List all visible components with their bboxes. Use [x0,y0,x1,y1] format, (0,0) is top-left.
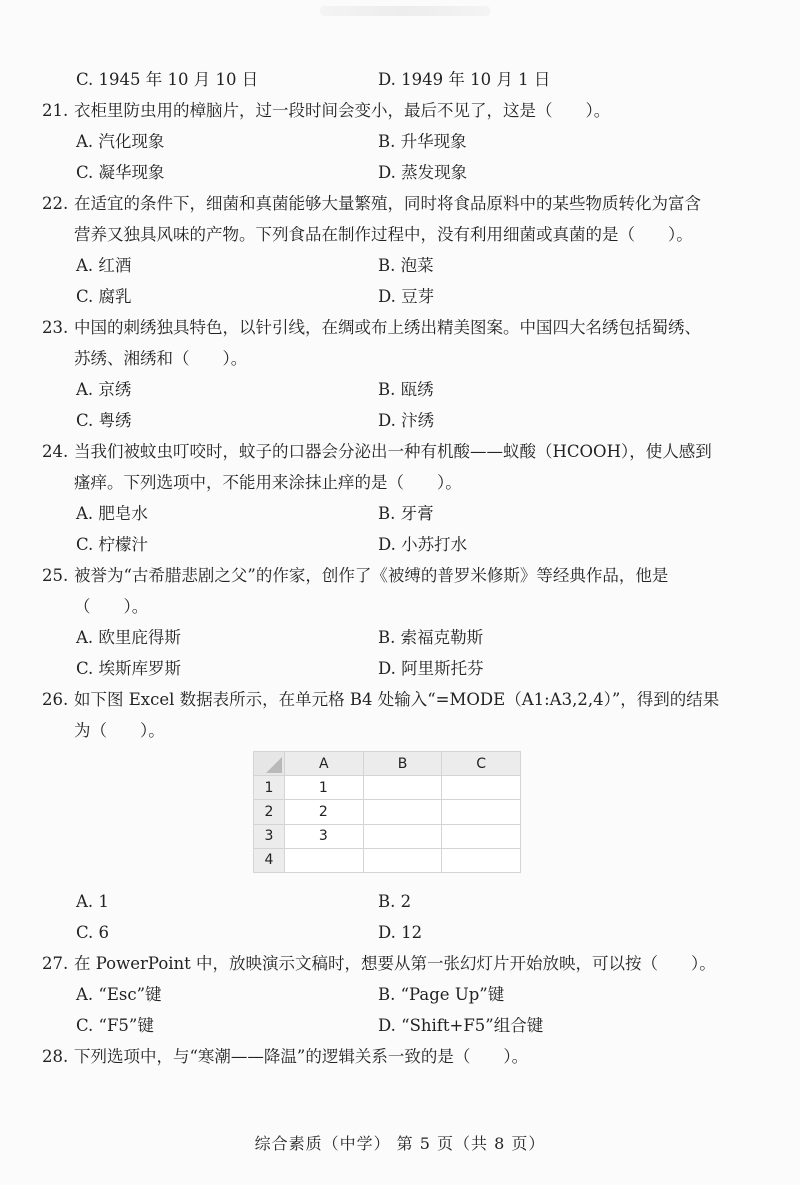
excel-row [254,800,521,824]
q27-option-c[interactable]: C. “F5”键 [76,1016,154,1035]
excel-cell-b2 [363,800,442,824]
excel-cell-a4 [284,848,363,872]
excel-row-header: 4 [254,848,285,872]
q21-number: 21. [42,101,69,120]
excel-cell-c2 [442,800,521,824]
excel-col-a: A [284,752,363,776]
excel-cell-c3 [442,824,521,848]
q21-option-c[interactable]: C. 凝华现象 [76,163,165,182]
excel-col-b: B [363,752,442,776]
excel-cell-a3: 3 [284,824,363,848]
q28-stem: 下列选项中，与“寒潮——降温”的逻辑关系一致的是（ ）。 [74,1047,529,1066]
q26-stem-line1: 如下图 Excel 数据表所示，在单元格 B4 处输入“=MODE（A1:A3,2,4）”，得到的结果 [74,690,720,709]
q22-number: 22. [42,194,69,213]
q22-stem-line2: 营养又独具风味的产物。下列食品在制作过程中，没有利用细菌或真菌的是（ ）。 [74,225,693,244]
excel-select-all [254,752,285,776]
q22-option-d[interactable]: D. 豆芽 [378,287,435,306]
q25-stem-line2: （ ）。 [74,597,149,616]
excel-cell-c1 [442,776,521,800]
excel-cell-b1 [363,776,442,800]
q20-option-d[interactable]: D. 1949 年 10 月 1 日 [378,70,551,89]
q22-option-c[interactable]: C. 腐乳 [76,287,132,306]
q24-option-a[interactable]: A. 肥皂水 [76,504,148,523]
q22-stem-line1: 在适宜的条件下，细菌和真菌能够大量繁殖，同时将食品原料中的某些物质转化为富含 [74,194,701,213]
q21-option-d[interactable]: D. 蒸发现象 [378,163,468,182]
q25-number: 25. [42,566,69,585]
header-smudge [320,6,490,16]
q22-option-b[interactable]: B. 泡菜 [378,256,434,275]
excel-cell-b4 [363,848,442,872]
q27-option-d[interactable]: D. “Shift+F5”组合键 [378,1016,544,1035]
excel-row [254,848,521,872]
excel-table [253,751,521,873]
q25-option-a[interactable]: A. 欧里庇得斯 [76,628,181,647]
q27-option-b[interactable]: B. “Page Up”键 [378,985,505,1004]
excel-row [254,776,521,800]
q22-option-a[interactable]: A. 红酒 [76,256,132,275]
q23-number: 23. [42,318,69,337]
q27-stem: 在 PowerPoint 中，放映演示文稿时，想要从第一张幻灯片开始放映，可以按（ ）。 [74,954,716,973]
excel-row-header: 3 [254,824,285,848]
q26-option-b[interactable]: B. 2 [378,892,412,911]
excel-header-row [254,752,521,776]
q21-option-b[interactable]: B. 升华现象 [378,132,467,151]
q24-option-d[interactable]: D. 小苏打水 [378,535,468,554]
page-footer: 综合素质（中学） 第 5 页（共 8 页） [254,1134,546,1153]
excel-row-header: 1 [254,776,285,800]
excel-cell-a1: 1 [284,776,363,800]
q25-stem-line1: 被誉为“古希腊悲剧之父”的作家，创作了《被缚的普罗米修斯》等经典作品，他是 [74,566,669,585]
q23-option-d[interactable]: D. 汴绣 [378,411,435,430]
excel-row-header: 2 [254,800,285,824]
q20-option-c[interactable]: C. 1945 年 10 月 10 日 [76,70,259,89]
q23-stem-line2: 苏绣、湘绣和（ ）。 [74,349,248,368]
q23-option-a[interactable]: A. 京绣 [76,380,132,399]
q25-option-d[interactable]: D. 阿里斯托芬 [378,659,484,678]
q24-option-b[interactable]: B. 牙膏 [378,504,434,523]
q28-number: 28. [42,1047,69,1066]
excel-cell-a2: 2 [284,800,363,824]
q27-option-a[interactable]: A. “Esc”键 [76,985,162,1004]
q23-stem-line1: 中国的刺绣独具特色，以针引线，在绸或布上绣出精美图案。中国四大名绣包括蜀绣、 [74,318,701,337]
excel-cell-b3 [363,824,442,848]
q23-option-c[interactable]: C. 粤绣 [76,411,132,430]
q26-option-a[interactable]: A. 1 [76,892,109,911]
q21-option-a[interactable]: A. 汽化现象 [76,132,165,151]
excel-cell-c4 [442,848,521,872]
q26-option-c[interactable]: C. 6 [76,923,110,942]
q25-option-b[interactable]: B. 索福克勒斯 [378,628,484,647]
excel-col-c: C [442,752,521,776]
q26-stem-line2: 为（ ）。 [74,721,165,740]
q27-number: 27. [42,954,69,973]
q26-number: 26. [42,690,69,709]
q24-option-c[interactable]: C. 柠檬汁 [76,535,149,554]
q24-stem-line1: 当我们被蚊虫叮咬时，蚊子的口器会分泌出一种有机酸——蚁酸（HCOOH），使人感到 [74,442,712,461]
q26-option-d[interactable]: D. 12 [378,923,423,942]
excel-row [254,824,521,848]
q24-stem-line2: 瘙痒。下列选项中，不能用来涂抹止痒的是（ ）。 [74,473,462,492]
q25-option-c[interactable]: C. 埃斯库罗斯 [76,659,182,678]
q24-number: 24. [42,442,69,461]
q21-stem: 衣柜里防虫用的樟脑片，过一段时间会变小，最后不见了，这是（ ）。 [74,101,611,120]
q23-option-b[interactable]: B. 瓯绣 [378,380,434,399]
